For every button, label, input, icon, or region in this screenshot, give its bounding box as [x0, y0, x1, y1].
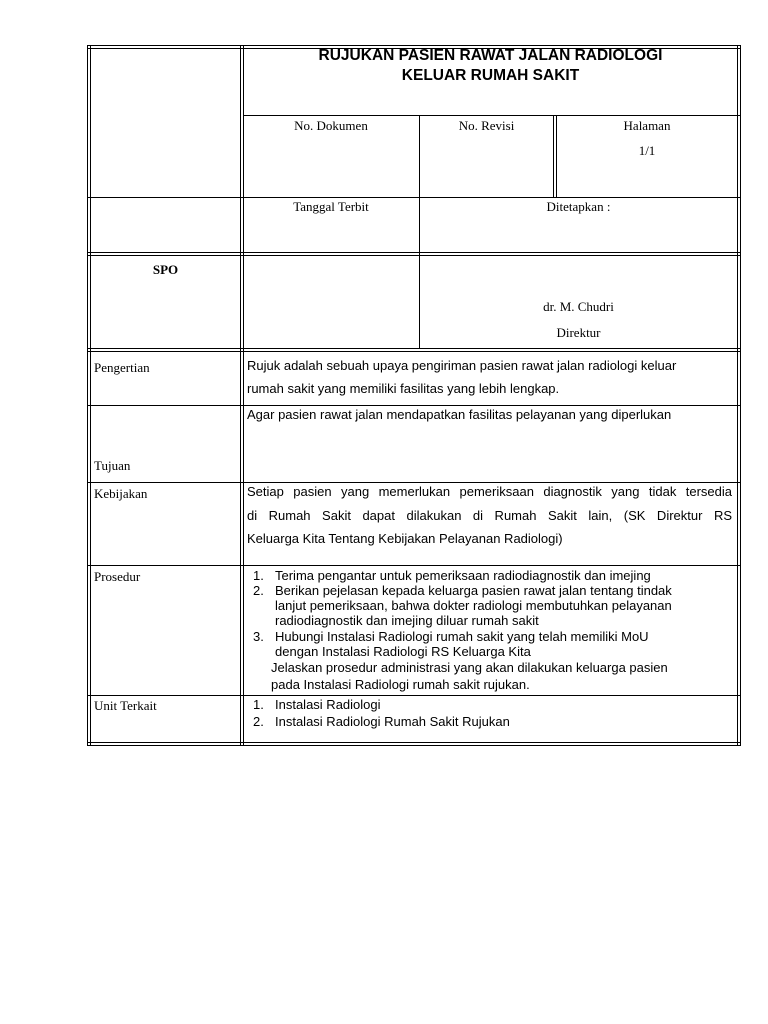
tujuan-label: Tujuan [94, 458, 131, 473]
table-border-left [87, 45, 88, 746]
ditetapkan-label: Ditetapkan : [546, 199, 611, 214]
kebijakan-text-line: di Rumah Sakit dapat dilakukan di Rumah Sakit lain, (SK Direktur RS [247, 508, 732, 523]
table-rule [87, 348, 740, 349]
table-border-right [737, 45, 738, 746]
document-title-line1: RUJUKAN PASIEN RAWAT JALAN RADIOLOGI [318, 47, 663, 64]
halaman-label: Halaman [623, 118, 671, 133]
column-divider [240, 45, 241, 746]
unit-item-text: Instalasi Radiologi Rumah Sakit Rujukan [275, 714, 510, 729]
no-dokumen-label: No. Dokumen [294, 118, 368, 133]
tanggal-terbit-label: Tanggal Terbit [293, 199, 369, 214]
column-divider [243, 45, 244, 746]
prosedur-extra-line: Jelaskan prosedur administrasi yang akan dilakukan keluarga pasien [271, 660, 668, 675]
table-rule [87, 565, 740, 566]
prosedur-label: Prosedur [94, 569, 141, 584]
tujuan-text-line: Agar pasien rawat jalan mendapatkan fasilitas pelayanan yang diperlukan [247, 407, 672, 422]
table-border-left-inner [90, 45, 91, 746]
signer-title: Direktur [556, 325, 601, 340]
unit-item-number: 2. [253, 714, 264, 729]
pengertian-text-line: Rujuk adalah sebuah upaya pengiriman pasien rawat jalan radiologi keluar [247, 358, 677, 373]
prosedur-item-line: dengan Instalasi Radiologi RS Keluarga Kita [275, 644, 531, 659]
spo-label: SPO [152, 262, 179, 277]
table-rule [243, 115, 740, 116]
table-rule [87, 405, 740, 406]
kebijakan-label: Kebijakan [94, 486, 148, 501]
prosedur-item-line: lanjut pemeriksaan, bahwa dokter radiologi membutuhkan pelayanan [275, 598, 672, 613]
pengertian-text-line: rumah sakit yang memiliki fasilitas yang lebih lengkap. [247, 381, 560, 396]
table-rule [87, 695, 740, 696]
kebijakan-text-line: Setiap pasien yang memerlukan pemeriksaan diagnostik yang tidak tersedia [247, 484, 732, 499]
prosedur-item-line: Terima pengantar untuk pemeriksaan radiodiagnostik dan imejing [275, 568, 651, 583]
table-rule [87, 351, 740, 352]
prosedur-item-number: 2. [253, 583, 264, 598]
document-title-line2: KELUAR RUMAH SAKIT [401, 67, 580, 84]
prosedur-item-line: radiodiagnostik dan imejing diluar rumah sakit [275, 613, 539, 628]
table-border-right-inner [740, 45, 741, 746]
table-border-top [87, 45, 740, 46]
column-divider [553, 115, 554, 198]
unit-item-number: 1. [253, 697, 264, 712]
no-revisi-label: No. Revisi [458, 118, 515, 133]
unit-item-text: Instalasi Radiologi [275, 697, 381, 712]
halaman-value: 1/1 [638, 143, 656, 158]
unit-terkait-label: Unit Terkait [94, 698, 157, 713]
prosedur-item-number: 3. [253, 629, 264, 644]
table-rule [87, 255, 740, 256]
signer-name: dr. M. Chudri [543, 299, 614, 314]
kebijakan-text-line: Keluarga Kita Tentang Kebijakan Pelayanan Radiologi) [247, 531, 563, 546]
table-rule [87, 482, 740, 483]
pengertian-label: Pengertian [94, 360, 150, 375]
prosedur-extra-line: pada Instalasi Radiologi rumah sakit rujukan. [271, 677, 530, 692]
table-border-bottom-inner [87, 745, 740, 746]
prosedur-item-number: 1. [253, 568, 264, 583]
prosedur-item-line: Berikan pejelasan kepada keluarga pasien rawat jalan tentang tindak [275, 583, 672, 598]
prosedur-item-line: Hubungi Instalasi Radiologi rumah sakit yang telah memiliki MoU [275, 629, 649, 644]
table-rule [87, 197, 740, 198]
table-rule [87, 252, 740, 253]
table-border-bottom [87, 742, 740, 743]
